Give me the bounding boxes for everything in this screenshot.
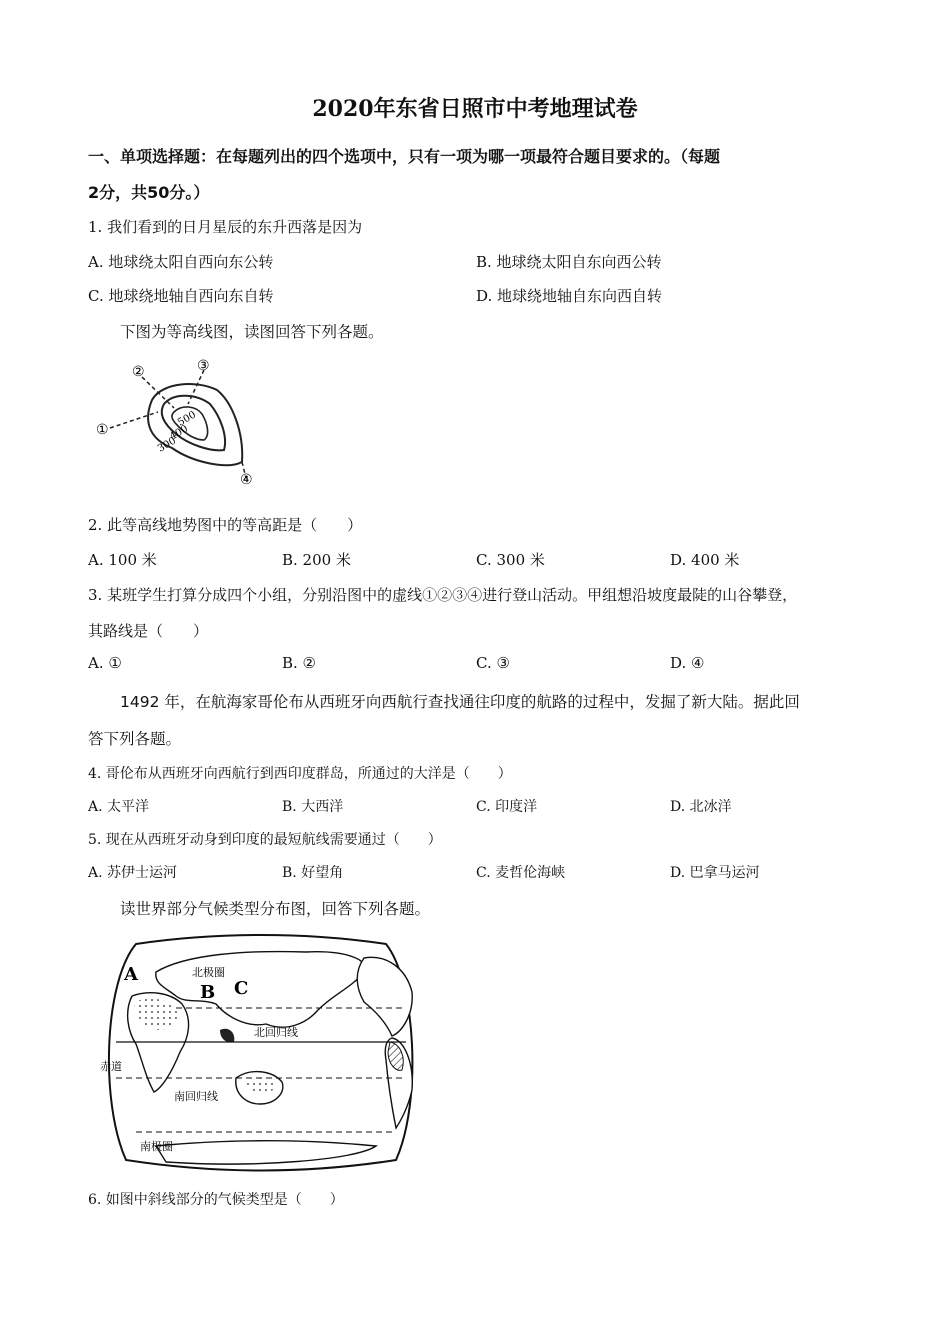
page-title: 2020年东省日照市中考地理试卷: [312, 96, 638, 122]
q3-option-b: B. ②: [282, 654, 317, 672]
q2-option-d: D. 400 米: [670, 551, 740, 569]
contour-map-figure: [92, 352, 272, 492]
q1-stem: 1. 我们看到的日月星辰的东升西落是因为: [88, 218, 363, 236]
map-equator: 赤道: [100, 1060, 122, 1073]
map-label-a: A: [124, 964, 138, 985]
map-antarctic-circle: 南极圈: [140, 1140, 173, 1153]
q1-option-d: D. 地球绕地轴自东向西自转: [476, 287, 663, 305]
map-label-b: B: [200, 982, 216, 1003]
section-heading-line2: 2分，共50分。）: [88, 183, 210, 202]
q4-stem: 4. 哥伦布从西班牙向西航行到西印度群岛，所通过的大洋是（ ）: [88, 766, 512, 782]
q2-stem: 2. 此等高线地势图中的等高距是（ ）: [88, 516, 363, 534]
q3-stem-line1: 3. 某班学生打算分成四个小组，分别沿图中的虚线①②③④进行登山活动。甲组想沿坡度最陡的山谷攀登，: [88, 586, 798, 604]
q1-option-c: C. 地球绕地轴自西向东自转: [88, 287, 274, 305]
map-arctic-circle: 北极圈: [192, 966, 225, 979]
contour-marker-4: ④: [240, 472, 253, 488]
q2-option-b: B. 200 米: [282, 551, 351, 569]
contour-label-500: 500: [176, 409, 199, 429]
contour-label-400: 400: [168, 423, 191, 443]
q5-option-a: A. 苏伊士运河: [88, 865, 178, 881]
intro-climate: 读世界部分气候类型分布图，回答下列各题。: [120, 900, 431, 918]
q2-option-c: C. 300 米: [476, 551, 545, 569]
contour-marker-1: ①: [96, 422, 109, 438]
q5-option-c: C. 麦哲伦海峡: [476, 865, 566, 881]
q3-option-c: C. ③: [476, 654, 510, 672]
q4-option-d: D. 北冰洋: [670, 799, 732, 815]
intro-contour: 下图为等高线图，读图回答下列各题。: [120, 323, 384, 341]
q4-option-c: C. 印度洋: [476, 799, 538, 815]
contour-label-300: 300: [156, 435, 179, 455]
q2-option-a: A. 100 米: [88, 551, 157, 569]
q1-option-b: B. 地球绕太阳自东向西公转: [476, 253, 662, 271]
intro-columbus-line1: 1492 年，在航海家哥伦布从西班牙向西航行查找通往印度的航路的过程中，发掘了新大陆。据此回: [120, 693, 800, 711]
section-heading-line1: 一、单项选择题：在每题列出的四个选项中，只有一项为哪一项最符合题目要求的。（每题: [88, 147, 721, 166]
map-tropic-capricorn: 南回归线: [174, 1090, 218, 1103]
world-climate-map-figure: [96, 932, 426, 1176]
q3-option-a: A. ①: [88, 654, 122, 672]
q5-stem: 5. 现在从西班牙动身到印度的最短航线需要通过（ ）: [88, 832, 442, 848]
map-label-c: C: [234, 978, 249, 999]
intro-columbus-line2: 答下列各题。: [88, 730, 182, 748]
q1-option-a: A. 地球绕太阳自西向东公转: [88, 253, 274, 271]
q3-option-d: D. ④: [670, 654, 705, 672]
q4-option-a: A. 太平洋: [88, 799, 150, 815]
map-tropic-cancer: 北回归线: [254, 1026, 298, 1039]
q3-stem-line2: 其路线是（ ）: [88, 622, 209, 640]
contour-marker-3: ③: [197, 358, 210, 374]
q5-option-d: D. 巴拿马运河: [670, 865, 760, 881]
q6-stem: 6. 如图中斜线部分的气候类型是（ ）: [88, 1192, 344, 1208]
q4-option-b: B. 大西洋: [282, 799, 344, 815]
contour-marker-2: ②: [132, 364, 145, 380]
q5-option-b: B. 好望角: [282, 865, 344, 881]
